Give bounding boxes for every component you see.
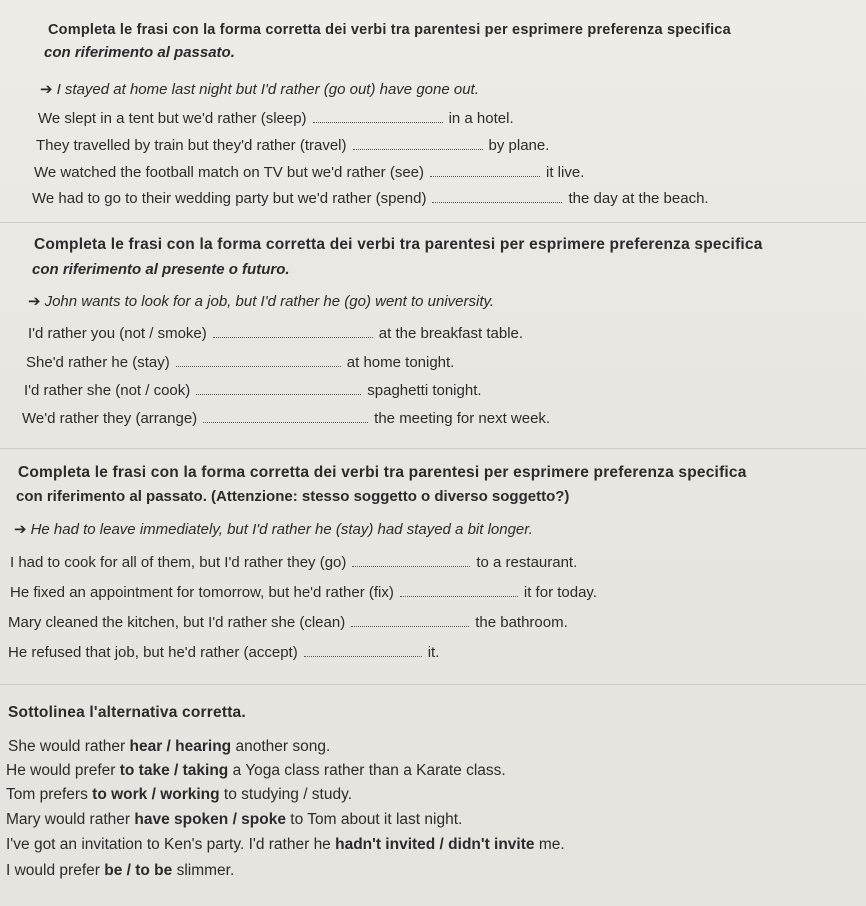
section3-title: Completa le frasi con la forma corretta dei verbi tra parentesi per esprimere preferenza specifica	[18, 464, 747, 481]
blank-line	[304, 655, 422, 657]
blank-line	[352, 565, 470, 567]
blank-line	[313, 121, 443, 123]
section2-subtitle: con riferimento al presente o futuro.	[32, 261, 290, 278]
blank-line	[196, 393, 361, 395]
section3-item: I had to cook for all of them, but I'd rather they (go) to a restaurant.	[10, 554, 578, 571]
section1-item: We had to go to their wedding party but we'd rather (spend) the day at the beach.	[32, 190, 709, 207]
section4-item: Mary would rather have spoken / spoke to Tom about it last night.	[6, 811, 463, 828]
section1-item: We watched the football match on TV but we'd rather (see) it live.	[34, 164, 585, 181]
section2-item: We'd rather they (arrange) the meeting for next week.	[22, 410, 551, 427]
section-divider	[0, 448, 866, 449]
blank-line	[430, 175, 540, 177]
section3-example: ➔ He had to leave immediately, but I'd rather he (stay) had stayed a bit longer.	[14, 521, 533, 538]
blank-line	[213, 336, 373, 338]
arrow-icon: ➔	[28, 293, 41, 310]
section2-item: I'd rather she (not / cook) spaghetti tonight.	[24, 382, 482, 399]
section4-item: She would rather hear / hearing another song.	[8, 738, 331, 755]
section2-item: I'd rather you (not / smoke) at the breakfast table.	[28, 325, 524, 342]
section1-example: ➔ I stayed at home last night but I'd rather (go out) have gone out.	[40, 81, 479, 98]
section-divider	[0, 222, 866, 223]
section4-item: I would prefer be / to be slimmer.	[6, 862, 235, 879]
blank-line	[353, 148, 483, 150]
section3-item: He refused that job, but he'd rather (accept) it.	[8, 644, 440, 661]
blank-line	[432, 201, 562, 203]
section1-subtitle: con riferimento al passato.	[44, 44, 235, 61]
section3-subtitle: con riferimento al passato. (Attenzione: stesso soggetto o diverso soggetto?)	[16, 488, 570, 505]
section1-item: We slept in a tent but we'd rather (sleep) in a hotel.	[38, 110, 514, 127]
section3-item: He fixed an appointment for tomorrow, but he'd rather (fix) it for today.	[10, 584, 597, 601]
blank-line	[400, 595, 518, 597]
section4-item: Tom prefers to work / working to studying / study.	[6, 786, 353, 803]
blank-line	[351, 625, 469, 627]
arrow-icon: ➔	[14, 521, 27, 538]
section4-item: I've got an invitation to Ken's party. I'd rather he hadn't invited / didn't invite me.	[6, 836, 565, 853]
arrow-icon: ➔	[40, 81, 53, 98]
section2-item: She'd rather he (stay) at home tonight.	[26, 354, 455, 371]
section1-item: They travelled by train but they'd rather (travel) by plane.	[36, 137, 550, 154]
section4-title: Sottolinea l'alternativa corretta.	[8, 704, 246, 721]
section2-example: ➔ John wants to look for a job, but I'd rather he (go) went to university.	[28, 293, 495, 310]
blank-line	[176, 365, 341, 367]
section2-title: Completa le frasi con la forma corretta dei verbi tra parentesi per esprimere preferenza specifica	[34, 236, 763, 253]
blank-line	[203, 421, 368, 423]
section-divider	[0, 684, 866, 685]
section3-item: Mary cleaned the kitchen, but I'd rather she (clean) the bathroom.	[8, 614, 568, 631]
section4-item: He would prefer to take / taking a Yoga class rather than a Karate class.	[6, 762, 506, 779]
section1-title: Completa le frasi con la forma corretta dei verbi tra parentesi per esprimere preferenza specifica	[48, 22, 731, 38]
